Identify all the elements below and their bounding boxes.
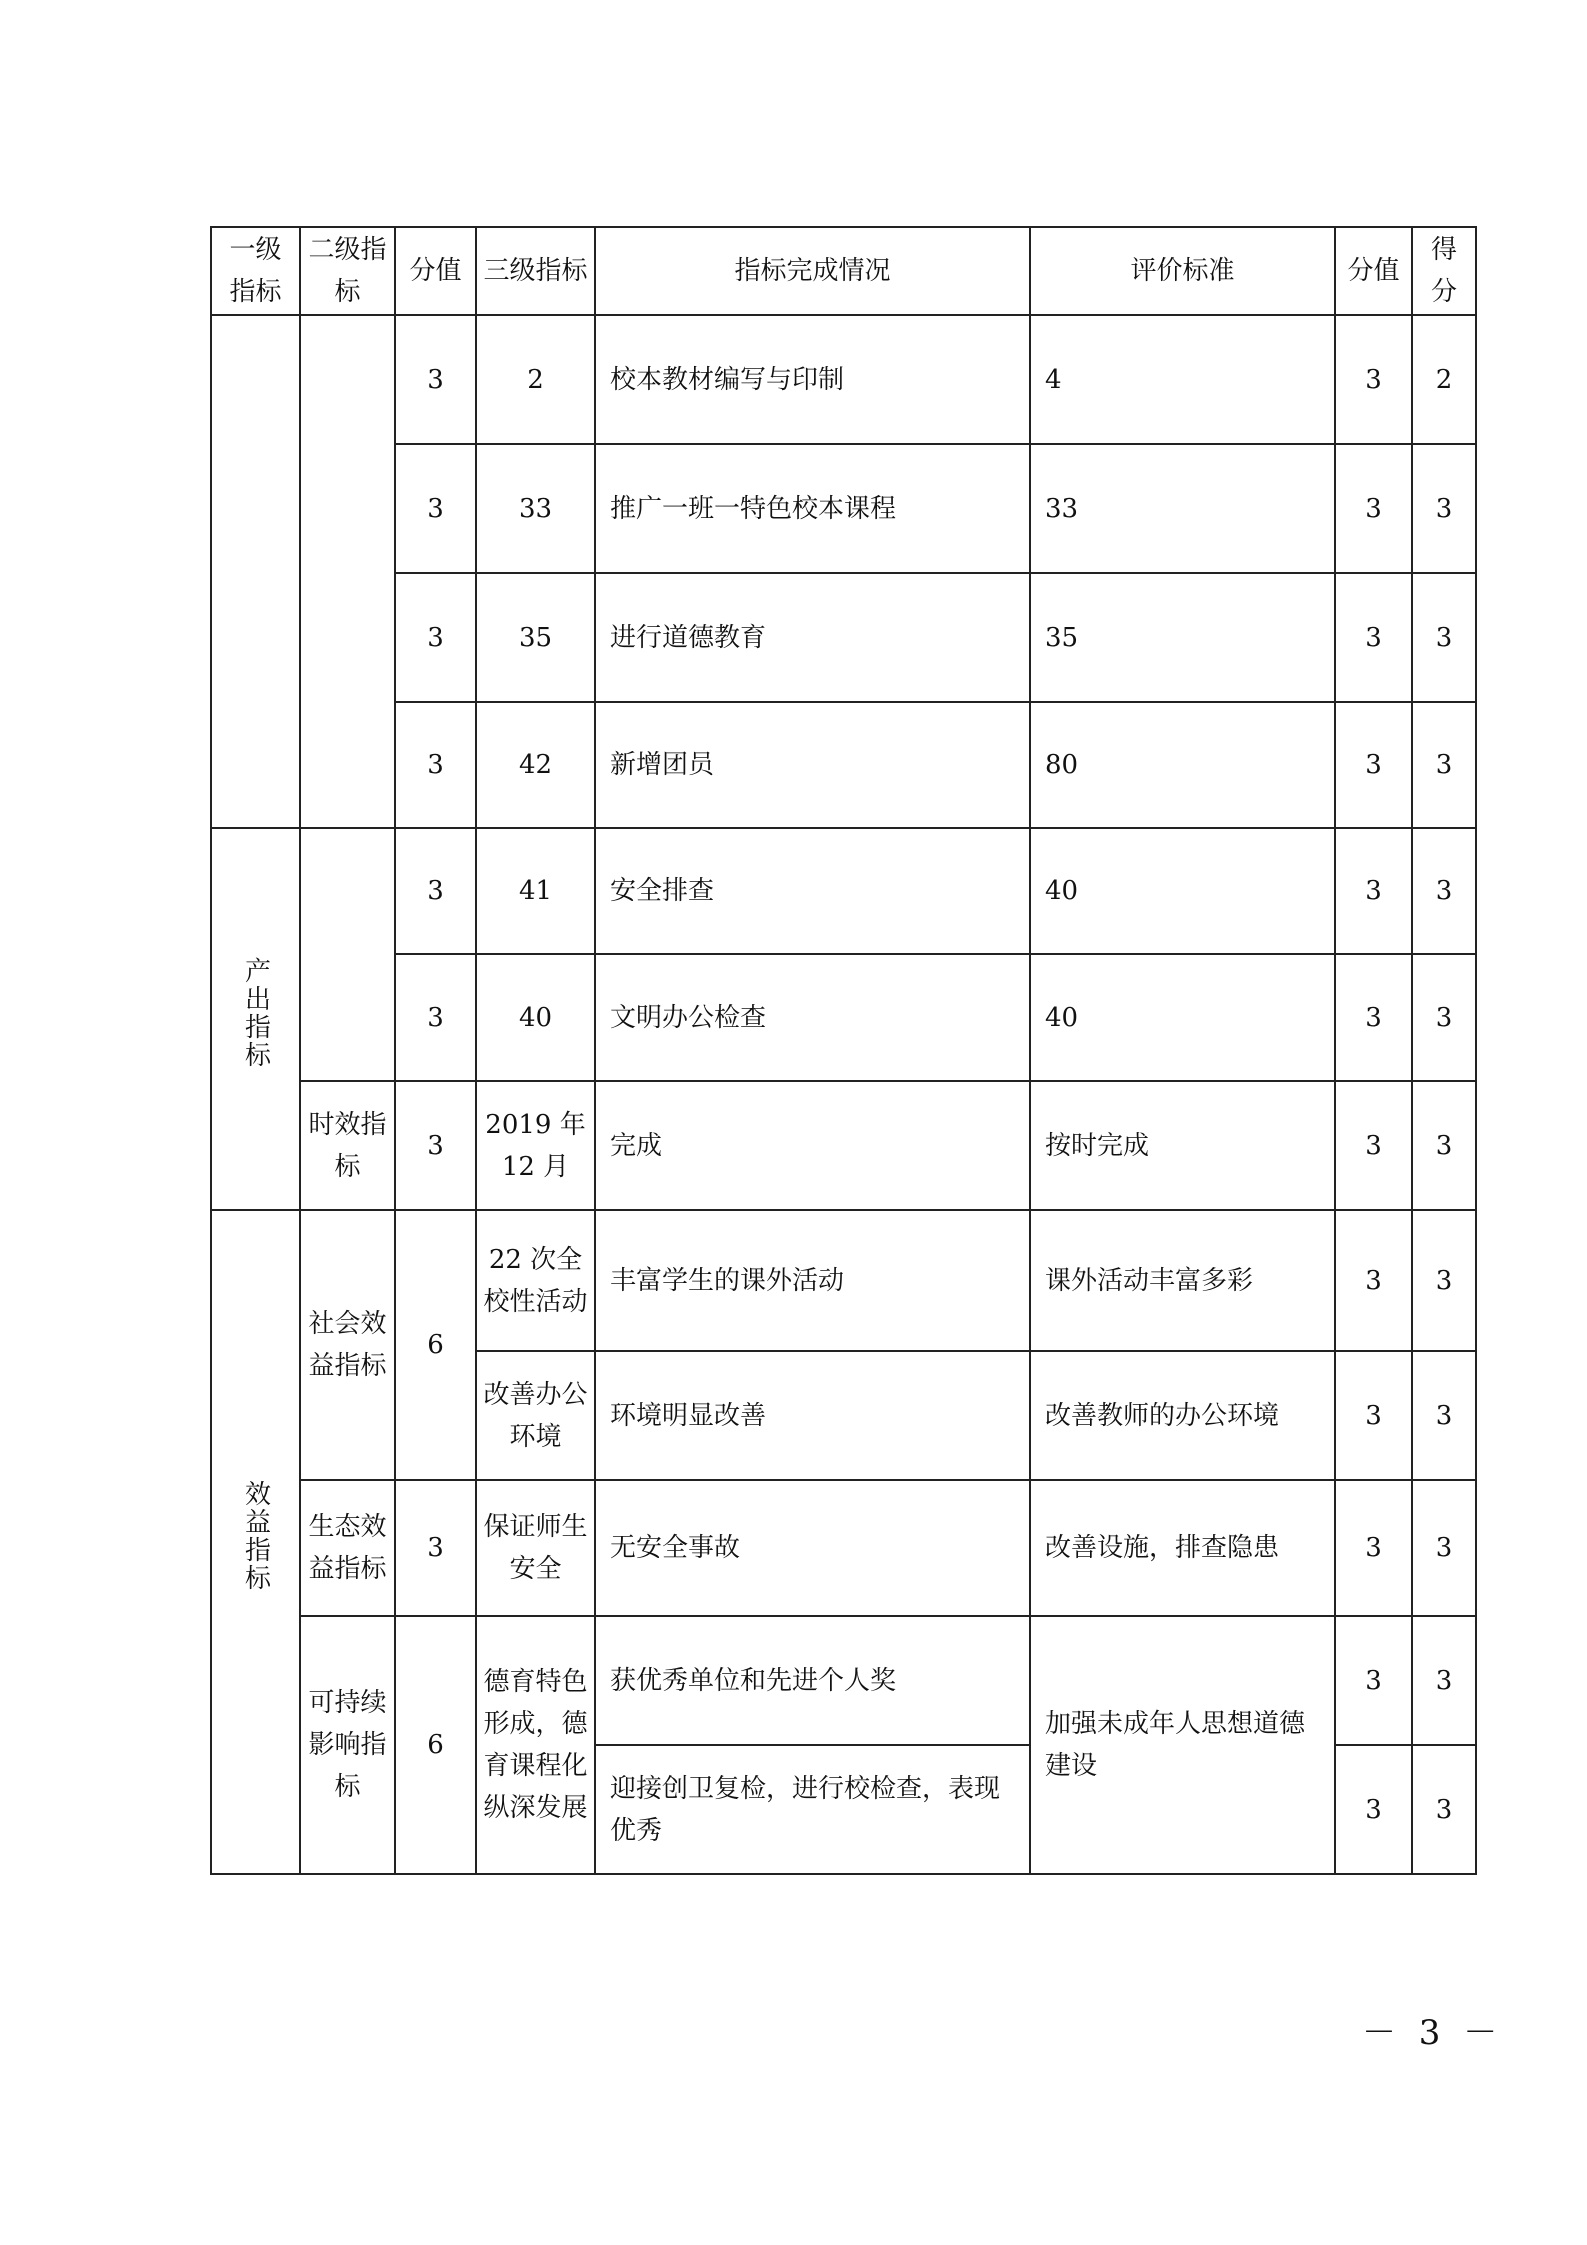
score-cell: 3 — [1335, 1745, 1412, 1874]
table-row — [211, 1616, 1476, 1745]
level2-social-cell: 社会效益指标 — [300, 1210, 395, 1480]
completion-cell: 获优秀单位和先进个人奖 — [595, 1616, 1030, 1745]
col-standard-header: 评价标准 — [1030, 227, 1335, 315]
score-cell: 3 — [1335, 954, 1412, 1081]
got-cell: 3 — [1412, 828, 1476, 954]
got-cell: 3 — [1412, 954, 1476, 1081]
weight-cell: 3 — [395, 573, 476, 702]
level2-cell-empty — [300, 315, 395, 828]
level1-output-label: 产出指标 — [240, 956, 271, 1069]
got-cell: 3 — [1412, 573, 1476, 702]
score-cell: 3 — [1335, 702, 1412, 828]
weight-cell: 6 — [395, 1210, 476, 1480]
standard-cell: 加强未成年人思想道德建设 — [1030, 1616, 1335, 1874]
table-row — [211, 954, 1476, 1081]
level3-cell: 2 — [476, 315, 595, 444]
got-cell: 3 — [1412, 1210, 1476, 1351]
score-cell: 3 — [1335, 444, 1412, 573]
level3-cell: 42 — [476, 702, 595, 828]
standard-cell: 改善设施，排查隐患 — [1030, 1480, 1335, 1616]
weight-cell: 3 — [395, 702, 476, 828]
level3-cell: 保证师生安全 — [476, 1480, 595, 1616]
score-cell: 3 — [1335, 1480, 1412, 1616]
got-cell: 3 — [1412, 702, 1476, 828]
completion-cell: 进行道德教育 — [595, 573, 1030, 702]
standard-cell: 33 — [1030, 444, 1335, 573]
completion-cell: 安全排查 — [595, 828, 1030, 954]
standard-cell: 改善教师的办公环境 — [1030, 1351, 1335, 1480]
header-row — [211, 227, 1476, 315]
table-row — [211, 1081, 1476, 1210]
weight-cell: 3 — [395, 828, 476, 954]
completion-cell: 迎接创卫复检，进行校检查，表现优秀 — [595, 1745, 1030, 1874]
standard-cell: 80 — [1030, 702, 1335, 828]
completion-cell: 新增团员 — [595, 702, 1030, 828]
got-cell: 3 — [1412, 444, 1476, 573]
score-cell: 3 — [1335, 573, 1412, 702]
weight-cell: 3 — [395, 1480, 476, 1616]
col-weight-header: 分值 — [395, 227, 476, 315]
level2-timely-cell: 时效指标 — [300, 1081, 395, 1210]
level3-cell: 改善办公环境 — [476, 1351, 595, 1480]
completion-cell: 无安全事故 — [595, 1480, 1030, 1616]
col-level1-header: 一级指标 — [211, 227, 300, 315]
level2-cell-empty — [300, 828, 395, 1081]
level1-benefit-cell — [211, 1210, 300, 1874]
level1-output-cell — [211, 828, 300, 1210]
weight-cell: 3 — [395, 444, 476, 573]
standard-cell: 35 — [1030, 573, 1335, 702]
standard-cell: 按时完成 — [1030, 1081, 1335, 1210]
col-score-header: 分值 — [1335, 227, 1412, 315]
got-cell: 3 — [1412, 1351, 1476, 1480]
completion-cell: 校本教材编写与印制 — [595, 315, 1030, 444]
completion-cell: 推广一班一特色校本课程 — [595, 444, 1030, 573]
score-cell: 3 — [1335, 1616, 1412, 1745]
performance-table — [210, 226, 1477, 1875]
standard-cell: 4 — [1030, 315, 1335, 444]
level3-cell: 40 — [476, 954, 595, 1081]
table-row — [211, 1480, 1476, 1616]
level1-benefit-label: 效益指标 — [240, 1479, 271, 1592]
standard-cell: 40 — [1030, 954, 1335, 1081]
col-level2-header: 二级指标 — [300, 227, 395, 315]
got-cell: 3 — [1412, 1616, 1476, 1745]
got-cell: 2 — [1412, 315, 1476, 444]
table-row — [211, 828, 1476, 954]
score-cell: 3 — [1335, 315, 1412, 444]
score-cell: 3 — [1335, 1081, 1412, 1210]
completion-cell: 环境明显改善 — [595, 1351, 1030, 1480]
got-cell: 3 — [1412, 1081, 1476, 1210]
score-cell: 3 — [1335, 828, 1412, 954]
table-row — [211, 444, 1476, 573]
col-completion-header: 指标完成情况 — [595, 227, 1030, 315]
score-cell: 3 — [1335, 1210, 1412, 1351]
weight-cell: 3 — [395, 1081, 476, 1210]
weight-cell: 3 — [395, 315, 476, 444]
table-row — [211, 573, 1476, 702]
table-row — [211, 315, 1476, 444]
col-got-header: 得分 — [1412, 227, 1476, 315]
got-cell: 3 — [1412, 1745, 1476, 1874]
completion-cell: 完成 — [595, 1081, 1030, 1210]
level3-cell: 22 次全校性活动 — [476, 1210, 595, 1351]
table-row — [211, 702, 1476, 828]
level3-cell: 33 — [476, 444, 595, 573]
page-number: － 3 － — [1362, 2013, 1504, 2053]
got-cell: 3 — [1412, 1480, 1476, 1616]
level3-cell: 41 — [476, 828, 595, 954]
table-row — [211, 1210, 1476, 1351]
weight-cell: 6 — [395, 1616, 476, 1874]
level3-cell: 35 — [476, 573, 595, 702]
level2-sustain-cell: 可持续影响指标 — [300, 1616, 395, 1874]
completion-cell: 文明办公检查 — [595, 954, 1030, 1081]
weight-cell: 3 — [395, 954, 476, 1081]
level2-eco-cell: 生态效益指标 — [300, 1480, 395, 1616]
standard-cell: 课外活动丰富多彩 — [1030, 1210, 1335, 1351]
standard-cell: 40 — [1030, 828, 1335, 954]
level3-cell: 德育特色形成，德育课程化纵深发展 — [476, 1616, 595, 1874]
level3-cell: 2019 年 12 月 — [476, 1081, 595, 1210]
col-level3-header: 三级指标 — [476, 227, 595, 315]
completion-cell: 丰富学生的课外活动 — [595, 1210, 1030, 1351]
level1-cell-empty — [211, 315, 300, 828]
score-cell: 3 — [1335, 1351, 1412, 1480]
